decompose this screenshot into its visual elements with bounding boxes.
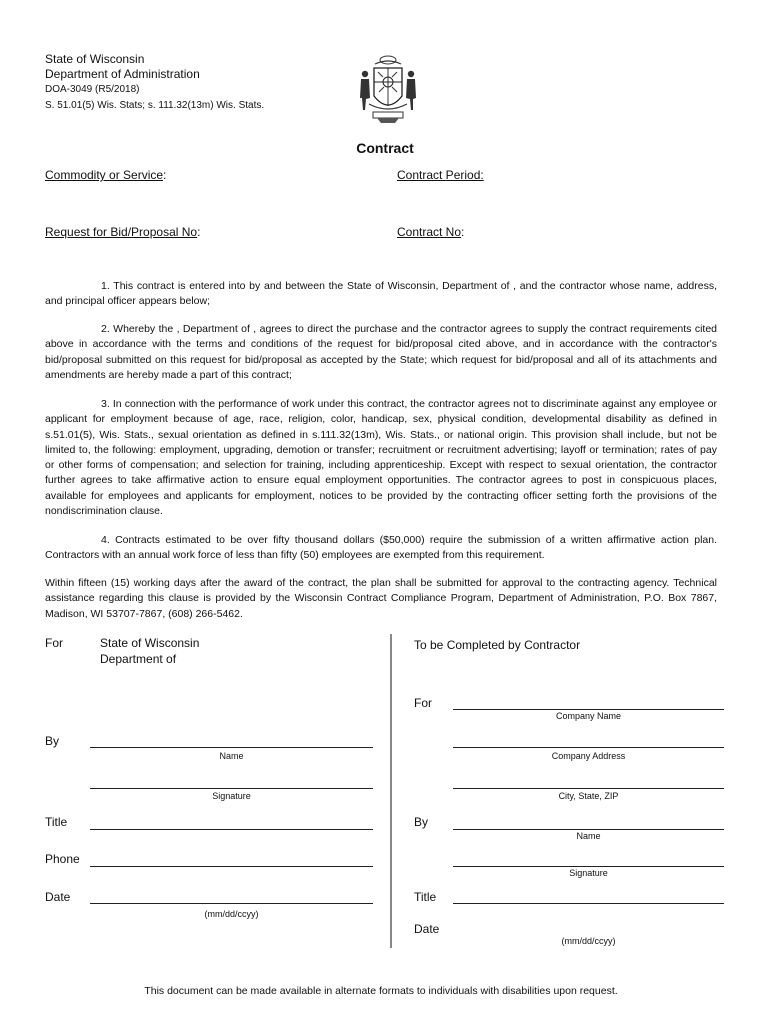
paragraph-5: Within fifteen (15) working days after the award of the contract, the plan shall be submitted for approval to the contracting agency. Technical assistance regarding this clause is provided by the Wisconsin Contract Compliance Program, Department of Administration, P.O. Box 7867, Madison, WI 53707-7867, (608) 266-5462. bbox=[45, 577, 717, 620]
state-date-line[interactable] bbox=[90, 903, 373, 904]
rfb-colon: : bbox=[197, 225, 201, 239]
state-phone-label: Phone bbox=[45, 852, 80, 866]
paragraph-2-text: 2. Whereby the , Department of , agrees to direct the purchase and the contractor agrees to supply the contract requirements cited above in accordance with the terms and conditions of the request for bid/proposal cited above, and in accordance with the contractor's bid/proposal submitted on this request for bid/proposal as accepted by the State; which request for bid/proposal and all of its attachments and amendments are hereby made a part of this contract; bbox=[45, 323, 717, 381]
contractor-title-line[interactable] bbox=[453, 903, 724, 904]
paragraph-3 bbox=[45, 397, 717, 519]
contractor-date-label: Date bbox=[414, 922, 440, 936]
company-address-line[interactable] bbox=[453, 747, 724, 748]
rfb-label: Request for Bid/Proposal No bbox=[45, 225, 198, 239]
paragraph-1-text: 1. This contract is entered into by and between the State of Wisconsin, Department of , and the contractor whose name, address, and principal officer appears below; bbox=[45, 280, 717, 308]
contractor-by-label: By bbox=[414, 815, 429, 829]
wisconsin-seal-icon bbox=[355, 52, 421, 124]
state-signature-line[interactable] bbox=[90, 788, 373, 789]
commodity-field bbox=[45, 168, 166, 182]
state-date-caption: (mm/dd/ccyy) bbox=[204, 909, 259, 919]
state-name-caption: Name bbox=[219, 751, 244, 761]
paragraph-4 bbox=[45, 533, 717, 564]
contractor-for-label: For bbox=[414, 696, 432, 710]
state-for-label: For bbox=[45, 636, 63, 650]
company-address-caption: Company Address bbox=[551, 751, 626, 761]
state-department-label: Department of bbox=[100, 652, 177, 666]
contract-period-label: Contract Period: bbox=[397, 168, 484, 182]
commodity-label: Commodity or Service bbox=[45, 168, 164, 182]
agency-department: Department of Administration bbox=[45, 67, 200, 81]
accessibility-notice: This document can be made available in alternate formats to individuals with disabilities upon request. bbox=[144, 985, 618, 997]
contract-no-label: Contract No bbox=[397, 225, 462, 239]
paragraph-4-text: 4. Contracts estimated to be over fifty thousand dollars ($50,000) require the submission of a written affirmative action plan. Contractors with an annual work force of less than fifty (50) employees are exempted from this requirement. bbox=[45, 534, 717, 562]
contractor-title-label: Title bbox=[414, 890, 437, 904]
company-name-caption: Company Name bbox=[555, 711, 622, 721]
contractor-name-caption: Name bbox=[576, 831, 601, 841]
form-id: DOA-3049 (R5/2018) bbox=[45, 84, 140, 95]
paragraph-3-text: 3. In connection with the performance of work under this contract, the contractor agrees not to discriminate against any employee or applicant for employment because of age, race, religion, color, handicap, sex, physical condition, developmental disability as defined in s.51.01(5), Wis. Stats., sexual orientation as defined in s.111.32(13m), Wis. Stats., or national origin. This provision shall include, but not be limited to, the following: employment, upgrading, demotion or transfer; recruitment or recruitment advertising; layoff or termination; rates of pay or other forms of compensation; and selection for training, including apprenticeship. Except with respect to sexual orientation, the contractor further agrees to take affirmative action to ensure equal employment opportunities. The contractor agrees to post in conspicuous places, available for employees and applicants for employment, notices to be provided by the contracting officer setting forth the provisions of the nondiscrimination clause. bbox=[45, 398, 717, 518]
paragraph-1 bbox=[45, 279, 717, 310]
commodity-colon: : bbox=[163, 168, 167, 182]
contractor-heading: To be Completed by Contractor bbox=[414, 638, 581, 652]
state-name-line[interactable] bbox=[90, 747, 373, 748]
state-title-label: Title bbox=[45, 815, 68, 829]
paragraph-2 bbox=[45, 322, 717, 383]
contract-period-field bbox=[397, 168, 484, 182]
contract-no-colon: : bbox=[461, 225, 465, 239]
state-signature-caption: Signature bbox=[212, 791, 251, 801]
city-state-zip-caption: City, State, ZIP bbox=[558, 791, 619, 801]
company-name-line[interactable] bbox=[453, 709, 724, 710]
contractor-name-line[interactable] bbox=[453, 829, 724, 830]
contractor-signature-caption: Signature bbox=[569, 868, 608, 878]
signature-divider bbox=[390, 634, 392, 948]
rfb-field bbox=[45, 225, 200, 239]
agency-state: State of Wisconsin bbox=[45, 52, 145, 66]
statute-reference: S. 51.01(5) Wis. Stats; s. 111.32(13m) Wis. Stats. bbox=[45, 100, 265, 111]
contractor-signature-line[interactable] bbox=[453, 866, 724, 867]
state-name: State of Wisconsin bbox=[100, 636, 200, 650]
state-by-label: By bbox=[45, 734, 60, 748]
city-state-zip-line[interactable] bbox=[453, 788, 724, 789]
contractor-date-caption: (mm/dd/ccyy) bbox=[561, 936, 616, 946]
state-date-label: Date bbox=[45, 890, 71, 904]
state-phone-line[interactable] bbox=[90, 866, 373, 867]
document-title: Contract bbox=[356, 140, 414, 156]
state-title-line[interactable] bbox=[90, 829, 373, 830]
contract-no-field bbox=[397, 225, 464, 239]
